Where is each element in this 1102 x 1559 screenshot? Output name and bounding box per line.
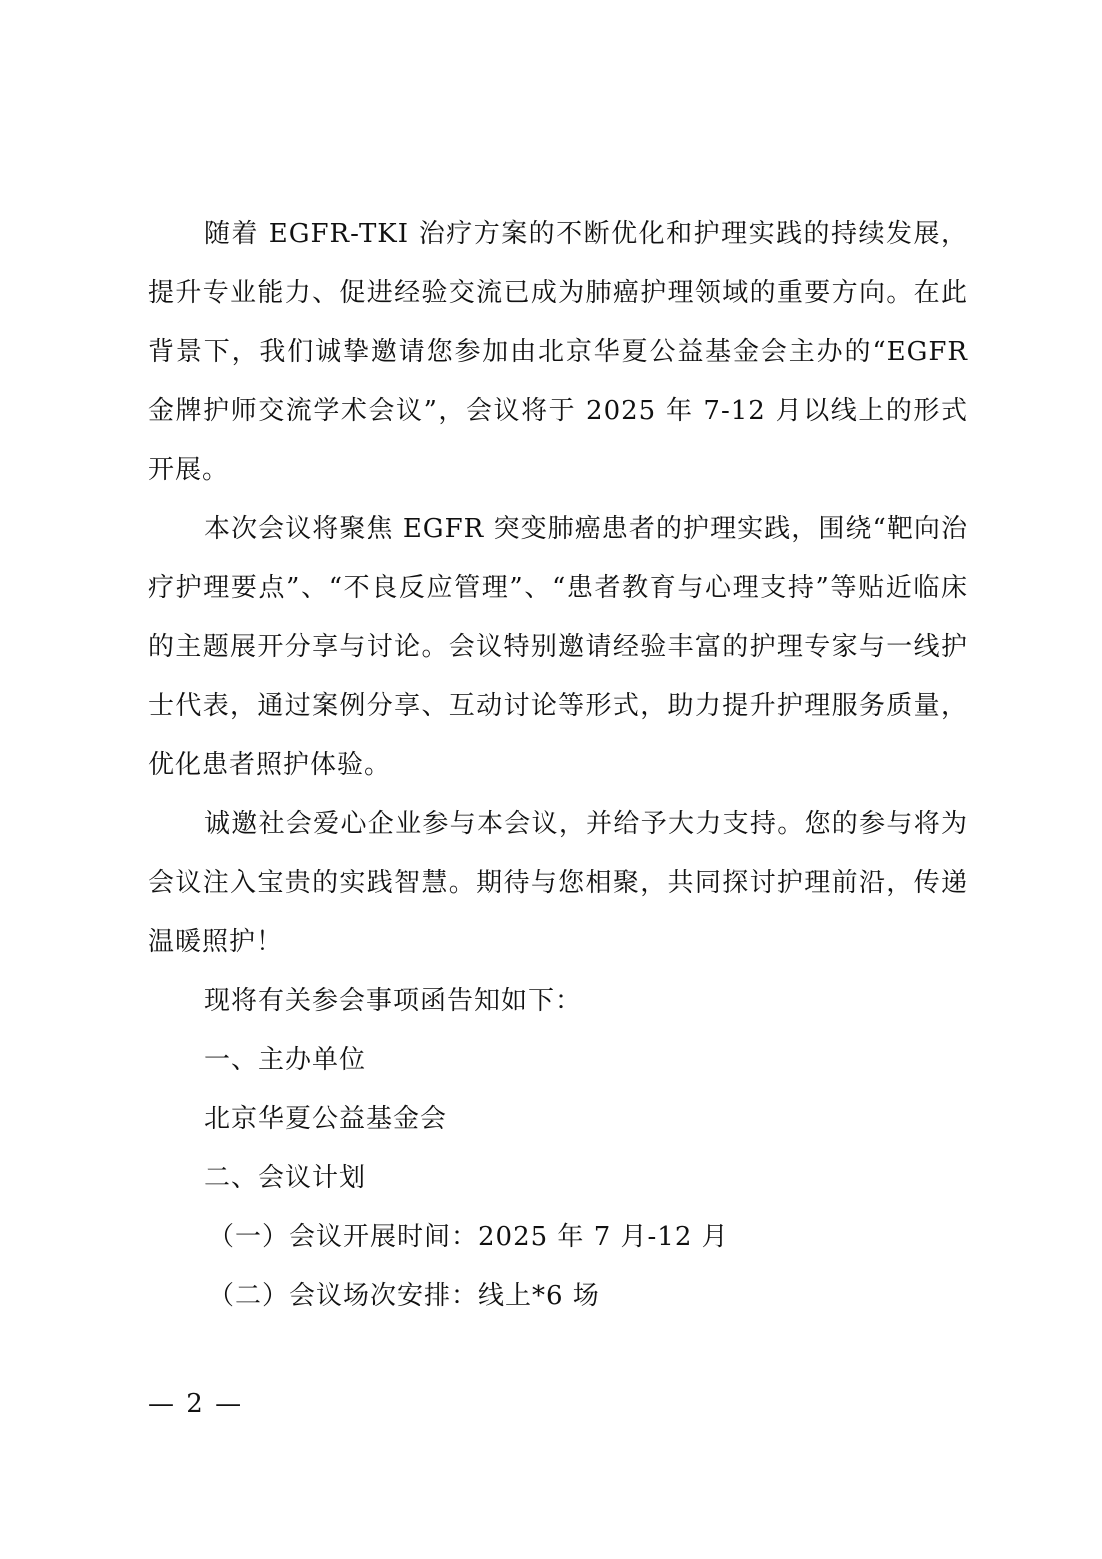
document-body [148, 205, 968, 1326]
paragraph-focus: 本次会议将聚焦 EGFR 突变肺癌患者的护理实践，围绕“靶向治疗护理要点”、“不良反应管理”、“患者教育与心理支持”等贴近临床的主题展开分享与讨论。会议特别邀请经验丰富的护理专家与一线护士代表，通过案例分享、互动讨论等形式，助力提升护理服务质量，优化患者照护体验。 [148, 514, 968, 780]
plan-item-time: （一）会议开展时间：2025 年 7 月-12 月 [208, 1222, 729, 1252]
section-heading-organizer: 一、主办单位 [204, 1045, 367, 1075]
paragraph-invitation: 诚邀社会爱心企业参与本会议，并给予大力支持。您的参与将为会议注入宝贵的实践智慧。期待与您相聚，共同探讨护理前沿，传递温暖照护！ [148, 809, 968, 957]
notice-line: 现将有关参会事项函告知如下： [204, 986, 583, 1016]
paragraph-intro: 随着 EGFR-TKI 治疗方案的不断优化和护理实践的持续发展，提升专业能力、促进经验交流已成为肺癌护理领域的重要方向。在此背景下，我们诚挚邀请您参加由北京华夏公益基金会主办的“EGFR 金牌护师交流学术会议”，会议将于 2025 年 7-12 月以线上的形式开展。 [148, 219, 968, 485]
page-number: — 2 — [148, 1389, 244, 1419]
organizer-name: 北京华夏公益基金会 [204, 1104, 448, 1134]
plan-item-sessions: （二）会议场次安排：线上*6 场 [208, 1281, 600, 1311]
section-heading-plan: 二、会议计划 [204, 1163, 367, 1193]
